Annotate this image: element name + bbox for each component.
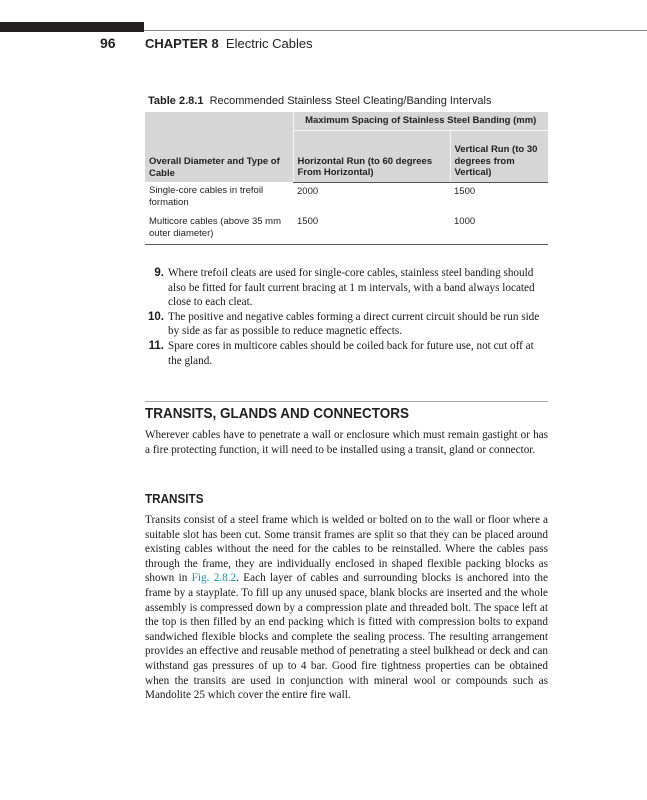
section-intro-paragraph: Wherever cables have to penetrate a wall or enclosure which must remain gastight or has a fire protecting function, it will need to be installed using a transit, gland or connector. [145, 429, 548, 456]
list-item-number: 10. [148, 310, 164, 323]
table-caption [148, 95, 491, 107]
page-number: 96 [100, 35, 116, 51]
list-item [148, 339, 549, 368]
section-heading: TRANSITS, GLANDS AND CONNECTORS [145, 405, 410, 422]
section-divider [145, 401, 548, 402]
numbered-list [148, 266, 549, 368]
col-group-header: Maximum Spacing of Stainless Steel Banding (mm) [293, 112, 548, 130]
list-item-number: 11. [148, 339, 164, 352]
list-item-text: Where trefoil cleats are used for single-core cables, stainless steel banding should also be fitted for fault current bracing at 1 m intervals, with a band always located close to each cleat. [168, 267, 535, 309]
list-item-number: 9. [154, 267, 164, 279]
cell-horizontal: 1500 [293, 213, 450, 245]
list-item-text: The positive and negative cables forming a direct current circuit should be run side by side as far as possible to reduce magnetic effects. [168, 310, 540, 338]
cell-vertical: 1500 [454, 185, 476, 197]
list-item [154, 266, 549, 310]
header-bar [0, 22, 144, 32]
col-header-vertical: Vertical Run (to 30 degrees from Vertical) [450, 130, 548, 182]
header-rule [144, 30, 647, 31]
col-header-cable-type: Overall Diameter and Type of Cable [145, 112, 293, 182]
transits-paragraph [145, 513, 548, 703]
list-item-text: Spare cores in multicore cables should be coiled back for future use, not cut off at the gland. [168, 339, 534, 367]
list-item [148, 310, 549, 339]
table-caption-text: Recommended Stainless Steel Cleating/Banding Intervals [209, 95, 492, 107]
table-label: Table 2.8.1 [148, 95, 204, 107]
cell-vertical: 1000 [450, 213, 548, 245]
table-row [145, 213, 548, 245]
running-header [145, 36, 313, 51]
table-row [145, 182, 548, 213]
cell-cable-type: Multicore cables (above 35 mm outer diameter) [145, 213, 293, 245]
chapter-title: Electric Cables [225, 36, 313, 51]
col-header-horizontal: Horizontal Run (to 60 degrees From Horizontal) [293, 130, 450, 182]
cell-cable-type: Single-core cables in trefoil formation [149, 185, 264, 208]
paragraph-text: . Each layer of cables and surrounding blocks is anchored into the frame by a stayplate. To fill up any unused space, blank blocks are inserted and the whole assembly is compressed down by a compression plate and threaded bolt. The space left at the top is then filled by an end packing which is fitted with compression bolts to expand sandwiched flexible blocks and complete the sealing process. The resulting arrangement provides an effective and reusable method of penetrating a steel bulkhead or deck and can withstand gas pressures of up to 4 bar. Good fire tightness properties can be obtained when the transits are used in conjunction with mineral wool or compounds such as Mandolite 25 which cover the entire fire wall. [145, 572, 548, 702]
cell-horizontal: 2000 [297, 185, 319, 197]
banding-table [145, 112, 548, 245]
chapter-label: CHAPTER 8 [145, 36, 219, 51]
paragraph-text: Transits consist of a steel frame which is welded or bolted on to the wall or floor where a suitable slot has been cut. Some transit frames are split so that they can be placed around existing cables without the need for the cables to be reinstalled. Where the cables pass through the frame, they are individually enclosed in shaped flexible packing blocks as shown in [145, 514, 548, 585]
figure-link[interactable]: Fig. 2.8.2 [191, 572, 237, 585]
subsection-heading: TRANSITS [145, 491, 204, 506]
